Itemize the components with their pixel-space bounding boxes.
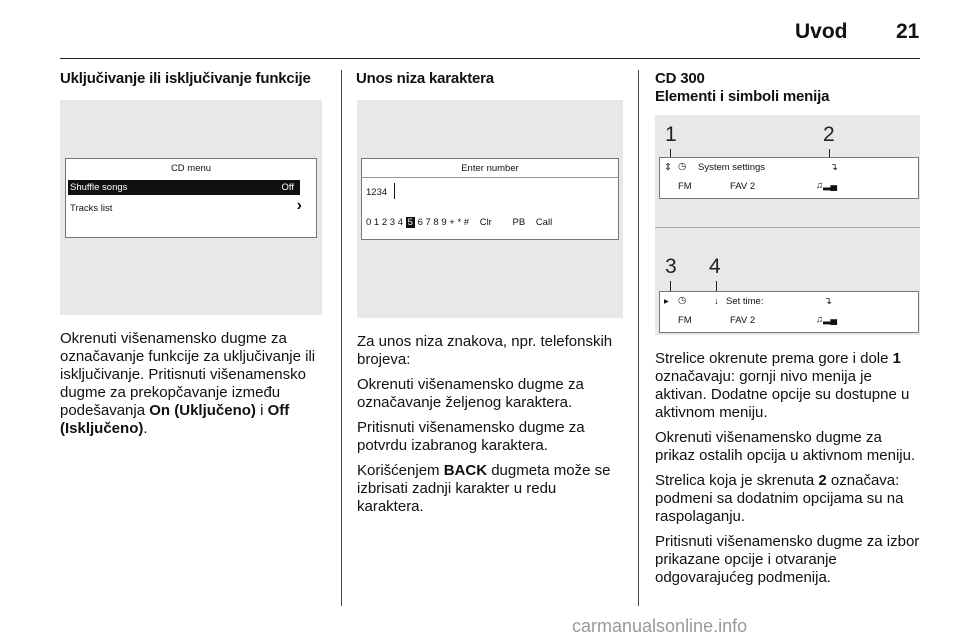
band-label: FM — [678, 315, 692, 326]
callout-label: 4 — [709, 255, 721, 278]
text-block-1 — [60, 330, 328, 445]
clock-icon: ◷ — [678, 295, 687, 306]
selected-character: 5 — [407, 217, 413, 228]
menu-row-shuffle — [68, 180, 300, 195]
paragraph: Za unos niza znakova, npr. telefonskih brojeva: — [357, 333, 613, 368]
column-2 — [356, 70, 624, 88]
column-1 — [60, 70, 328, 88]
display-screen — [659, 157, 919, 199]
paragraph: Okrenuti višenamensko dugme za označavanje funkcije za uključivanje ili isključivanje. Pritisnuti višenamensko dugme za prekopčavanje između podešavanja On (Uključeno) i Off (Isključeno). — [60, 330, 316, 437]
display-screen — [65, 158, 317, 238]
section-subheading: Elementi i simboli menija — [655, 88, 830, 105]
separator — [655, 227, 920, 228]
paragraph: Okrenuti višenamensko dugme za prikaz ostalih opcija u aktivnom meniju. — [655, 429, 916, 464]
section-heading: Unos niza karaktera — [356, 70, 494, 87]
divider — [362, 177, 618, 178]
row-label: Shuffle songs — [70, 182, 128, 193]
screen-title: Enter number — [461, 163, 519, 174]
column-divider — [341, 70, 342, 606]
turn-arrow-icon: ↴ — [830, 162, 838, 173]
paragraph: Strelica koja je skrenuta 2 označava: podmeni sa dodatnim opcijama su na raspolaganju. — [655, 472, 904, 525]
text-block-2 — [357, 333, 625, 523]
section-heading: Uključivanje ili isključivanje funkcije — [60, 70, 311, 87]
screen-title: Set time: — [726, 296, 764, 307]
callout-label: 3 — [665, 255, 677, 278]
arrow-down-icon: ↓ — [714, 296, 719, 307]
call-option: Call — [535, 217, 553, 228]
display-screen — [361, 158, 619, 240]
menu-symbols-screenshot — [655, 115, 920, 335]
section-heading: CD 300 — [655, 70, 705, 87]
paragraph: Korišćenjem BACK dugmeta može se izbrisati zadnji karakter u redu karaktera. — [357, 462, 611, 515]
footer-watermark: carmanualsonline.info — [572, 616, 748, 636]
band-label: FM — [678, 181, 692, 192]
music-signal-icon: ♫▂▄ — [816, 180, 838, 191]
paragraph: Pritisnuti višenamensko dugme za izbor prikazane opcije i otvaranje odgovarajućeg podmenija. — [655, 533, 920, 586]
paragraph: Strelice okrenute prema gore i dole 1 označavaju: gornji nivo menija je aktivan. Dodatne opcije su dostupne u aktivnom meniju. — [655, 350, 910, 421]
column-divider — [638, 70, 639, 606]
callout-label: 2 — [823, 123, 835, 146]
display-screen — [659, 291, 919, 333]
screen-title: System settings — [698, 162, 766, 173]
chevron-right-icon: › — [296, 197, 302, 214]
phonebook-option: PB — [512, 217, 526, 228]
number-value: 1234 — [366, 187, 388, 198]
column-3 — [655, 70, 923, 106]
paragraph: Okrenuti višenamensko dugme za označavanje željenog karaktera. — [357, 376, 584, 411]
page-header-title: Uvod — [795, 20, 848, 43]
callout-label: 1 — [665, 123, 677, 146]
arrow-right-icon: ▸ — [664, 296, 669, 307]
enter-number-screenshot — [357, 100, 623, 318]
favourite-label: FAV 2 — [730, 181, 756, 192]
text-block-3 — [655, 350, 923, 594]
header-rule — [60, 58, 920, 59]
clear-option: Clr — [479, 217, 492, 228]
turn-arrow-icon: ↴ — [824, 296, 832, 307]
up-down-arrow-icon: ⇕ — [664, 162, 672, 173]
menu-row-tracks: Tracks list — [70, 203, 113, 214]
music-signal-icon: ♫▂▄ — [816, 314, 838, 325]
paragraph: Pritisnuti višenamensko dugme za potvrdu izabranog karaktera. — [357, 419, 585, 454]
favourite-label: FAV 2 — [730, 315, 756, 326]
page-number: 21 — [896, 20, 920, 43]
cd-menu-screenshot — [60, 100, 322, 315]
clock-icon: ◷ — [678, 161, 687, 172]
text-cursor — [394, 183, 395, 199]
character-row: 0 1 2 3 4 5 6 7 8 9 + * # Clr PB Call — [366, 217, 553, 228]
screen-title: CD menu — [170, 163, 212, 174]
row-value: Off — [281, 182, 294, 193]
